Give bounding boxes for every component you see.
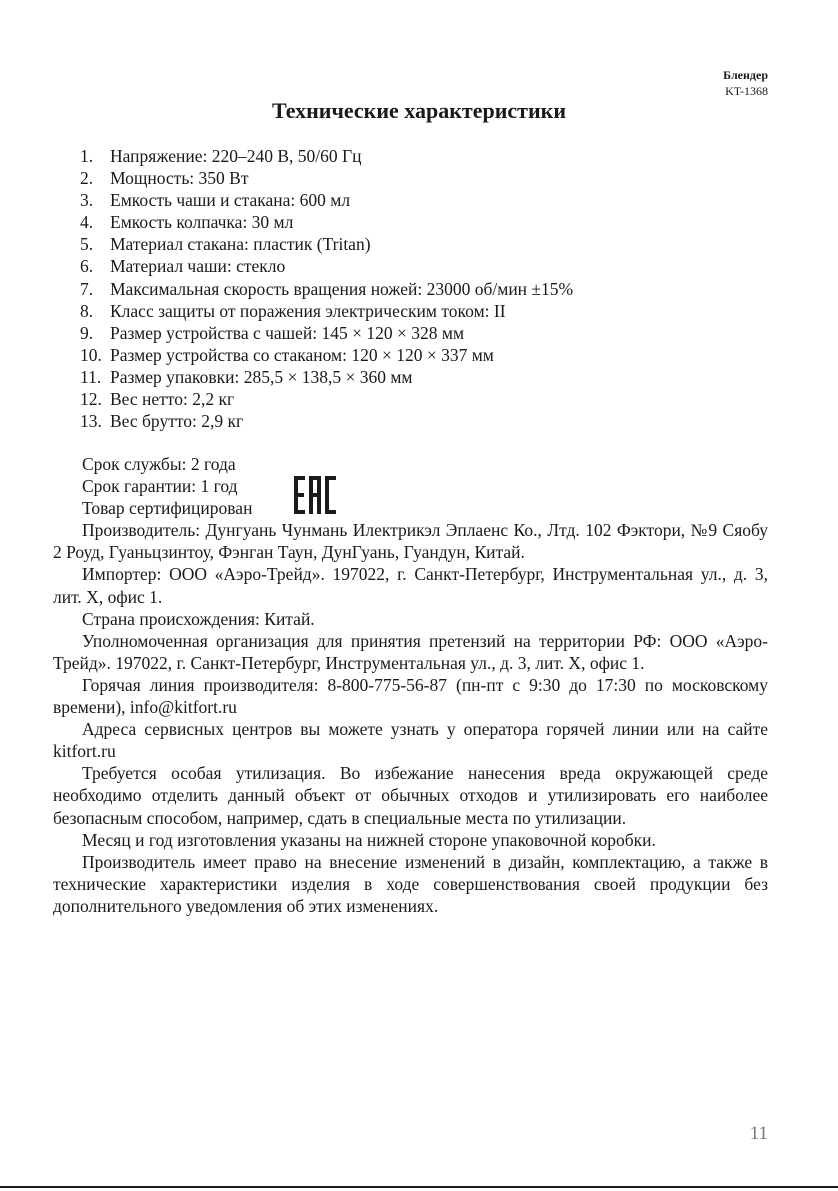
changes-paragraph: Производитель имеет право на внесение изменений в дизайн, комплектацию, а также в технические характеристики изделия в ходе совершенствования своей продукции без дополнительного уведомления об этих изменениях. (53, 851, 768, 916)
spec-number: 10. (80, 344, 102, 365)
spec-text: Емкость чаши и стакана: 600 мл (110, 190, 351, 211)
spec-number: 3. (80, 190, 94, 211)
eac-mark-icon (294, 476, 336, 514)
info-block (53, 453, 768, 917)
spec-item (80, 388, 573, 410)
spec-item (80, 366, 573, 388)
spec-number: 13. (80, 411, 102, 432)
spec-text: Емкость колпачка: 30 мл (110, 212, 294, 233)
disposal-paragraph: Требуется особая утилизация. Во избежание нанесения вреда окружающей среде необходимо отделить данный объект от обычных отходов и утилизировать его наиболее безопасным способом, например, сдать в специальные места по утилизации. (53, 763, 768, 828)
spec-text: Размер устройства со стаканом: 120 × 120 × 337 мм (110, 344, 494, 365)
spec-text: Материал чаши: стекло (110, 256, 286, 277)
spec-item (80, 410, 573, 432)
spec-item (80, 255, 573, 277)
spec-item (80, 145, 573, 167)
spec-text: Вес брутто: 2,9 кг (110, 411, 244, 432)
spec-item (80, 344, 573, 366)
spec-text: Размер упаковки: 285,5 × 138,5 × 360 мм (110, 366, 413, 387)
spec-number: 5. (80, 234, 94, 255)
spec-text: Напряжение: 220–240 В, 50/60 Гц (110, 146, 362, 166)
spec-item (80, 233, 573, 255)
bottom-divider (0, 1186, 838, 1188)
spec-number: 2. (80, 168, 94, 189)
spec-number: 6. (80, 256, 94, 277)
spec-number: 12. (80, 389, 102, 410)
spec-text: Максимальная скорость вращения ножей: 23000 об/мин ±15% (110, 278, 574, 299)
spec-number: 7. (80, 278, 94, 299)
spec-number: 9. (80, 322, 94, 343)
page-number: 11 (749, 1123, 768, 1144)
spec-number: 1. (80, 146, 94, 166)
origin-paragraph: Страна происхождения: Китай. (82, 608, 315, 629)
spec-item (80, 211, 573, 233)
spec-item (80, 167, 573, 189)
hotline-paragraph: Горячая линия производителя: 8-800-775-56-87 (пн-пт с 9:30 до 17:30 по московскому времени), info@kitfort.ru (53, 674, 768, 718)
spec-item (80, 322, 573, 344)
page-title: Технические характеристики (271, 98, 567, 123)
warranty: Срок гарантии: 1 год (82, 476, 238, 497)
page-header (723, 67, 768, 99)
spec-item (80, 189, 573, 211)
spec-item (80, 300, 573, 322)
spec-number: 8. (80, 300, 94, 321)
manufacture-date-paragraph: Месяц и год изготовления указаны на нижней стороне упаковочной коробки. (82, 829, 656, 850)
manufacturer-paragraph: Производитель: Дунгуань Чунмань Илектрикэл Эплаенс Ко., Лтд. 102 Фэктори, №9 Сяобу 2 Роуд, Гуаньцзинтоу, Фэнган Таун, ДунГуань, Гуандун, Китай. (53, 520, 768, 563)
authorized-org-paragraph: Уполномоченная организация для принятия претензий на территории РФ: ООО «Аэро-Трейд». 197022, г. Санкт-Петербург, Инструментальная ул., д. 3, лит. Х, офис 1. (53, 630, 768, 673)
certified-text: Товар сертифицирован (82, 498, 253, 519)
product-name: Блендер (723, 68, 768, 82)
spec-text: Вес нетто: 2,2 кг (110, 389, 235, 410)
spec-item (80, 278, 573, 300)
spec-number: 11. (80, 366, 102, 387)
spec-text: Размер устройства с чашей: 145 × 120 × 328 мм (110, 322, 465, 343)
spec-text: Мощность: 350 Вт (110, 168, 249, 189)
service-life: Срок службы: 2 года (82, 454, 236, 474)
spec-text: Материал стакана: пластик (Tritan) (110, 234, 371, 255)
spec-number: 4. (80, 212, 94, 233)
service-centers-paragraph: Адреса сервисных центров вы можете узнать у оператора горячей линии или на сайте kitfort.ru (53, 719, 768, 762)
spec-list (80, 145, 573, 432)
importer-paragraph: Импортер: ООО «Аэро-Трейд». 197022, г. Санкт-Петербург, Инструментальная ул., д. 3, лит. Х, офис 1. (53, 564, 768, 607)
spec-text: Класс защиты от поражения электрическим током: II (110, 300, 506, 321)
model-number: KT-1368 (725, 84, 768, 98)
